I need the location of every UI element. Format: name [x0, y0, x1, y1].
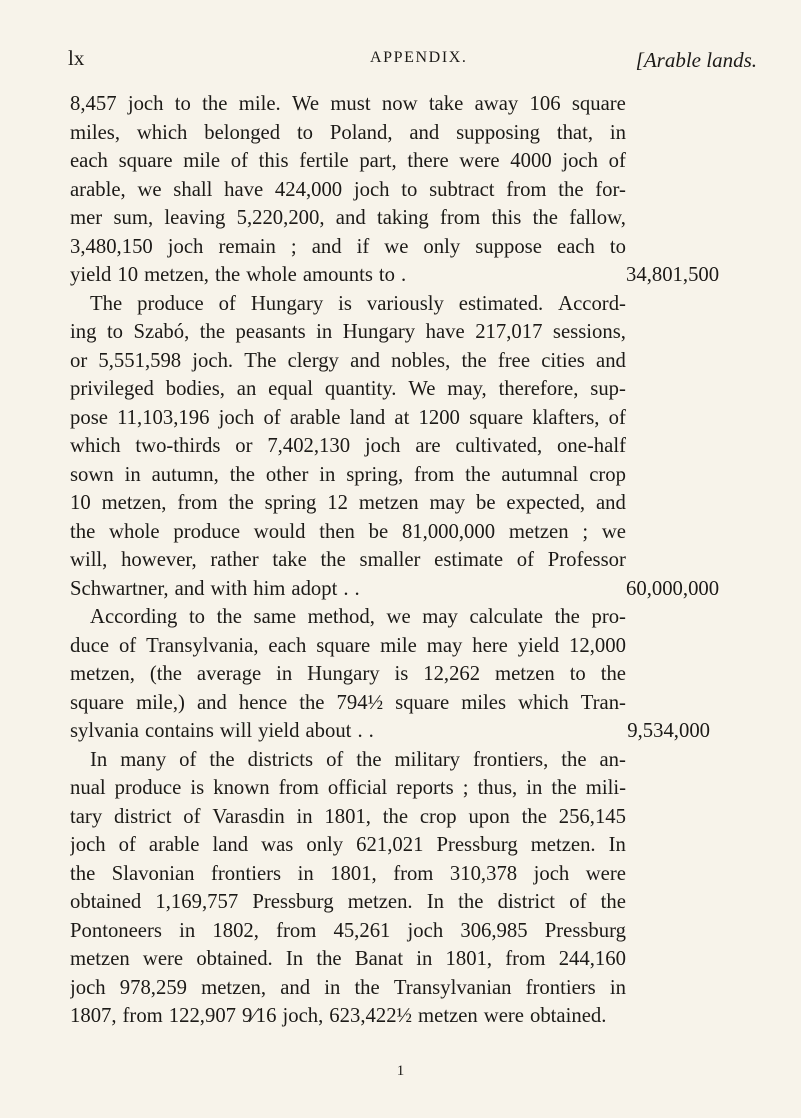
- line-text: will, however, rather take the smaller estimate of Professor: [70, 549, 626, 571]
- line-text: each square mile of this fertile part, there were 4000 joch of: [70, 150, 626, 172]
- line-text: sylvania contains will yield about . .: [70, 720, 374, 742]
- line-text: the Slavonian frontiers in 1801, from 310,378 joch were: [70, 862, 626, 885]
- line-text: mer sum, leaving 5,220,200, and taking from this the fallow,: [70, 207, 626, 229]
- text-line: [70, 974, 710, 1003]
- text-line: [70, 575, 720, 604]
- line-text: 1807, from 122,907 9⁄16 joch, 623,422½ metzen were obtained.: [70, 1005, 607, 1027]
- line-text: Schwartner, and with him adopt . .: [70, 577, 360, 600]
- text-line: [70, 518, 710, 547]
- line-text: yield 10 metzen, the whole amounts to .: [70, 264, 407, 286]
- text-line: [70, 632, 710, 661]
- line-text: which two-thirds or 7,402,130 joch are cultivated, one-half: [70, 435, 626, 457]
- text-line: [70, 917, 710, 946]
- text-line: [70, 746, 710, 775]
- text-line: [70, 546, 710, 575]
- line-text: metzen, (the average in Hungary is 12,262 metzen to the: [70, 663, 626, 685]
- text-line: [70, 1002, 710, 1031]
- signature-mark: 1: [396, 1063, 405, 1079]
- line-text: obtained 1,169,757 Pressburg metzen. In the district of the: [70, 891, 626, 913]
- text-line: [70, 347, 710, 376]
- line-text: The produce of Hungary is variously estimated. Accord-: [90, 292, 626, 315]
- line-text: nual produce is known from official reports ; thus, in the mili-: [70, 777, 626, 799]
- page-header: [68, 44, 757, 78]
- text-line: [70, 803, 710, 832]
- line-text: miles, which belonged to Poland, and supposing that, in: [70, 121, 626, 144]
- text-line: [70, 660, 710, 689]
- running-title: APPENDIX.: [370, 49, 468, 66]
- line-text: In many of the districts of the military frontiers, the an-: [90, 748, 626, 771]
- line-text: square mile,) and hence the 794½ square miles which Tran-: [70, 691, 626, 714]
- line-text: 10 metzen, from the spring 12 metzen may be expected, and: [70, 492, 626, 514]
- section-title: [Arable lands.: [635, 48, 757, 72]
- page-number: lx: [68, 46, 85, 70]
- line-amount: 60,000,000: [626, 577, 720, 600]
- body-text: [70, 90, 720, 1031]
- text-line: [70, 404, 710, 433]
- line-text: duce of Transylvania, each square mile may here yield 12,000: [70, 634, 626, 657]
- text-line: [70, 233, 710, 262]
- line-text: the whole produce would then be 81,000,000 metzen ; we: [70, 520, 626, 543]
- text-line: [70, 90, 710, 119]
- text-line: [70, 432, 710, 461]
- line-text: sown in autumn, the other in spring, from the autumnal crop: [70, 463, 626, 486]
- text-line: [70, 489, 710, 518]
- text-line: [70, 261, 720, 290]
- line-text: joch 978,259 metzen, and in the Transylvanian frontiers in: [70, 976, 626, 999]
- text-line: [70, 461, 710, 490]
- text-line: [70, 119, 710, 148]
- text-line: [70, 603, 710, 632]
- line-amount: 9,534,000: [627, 720, 710, 742]
- line-text: 3,480,150 joch remain ; and if we only suppose each to: [70, 235, 626, 258]
- text-line: [70, 860, 710, 889]
- text-line: [70, 290, 710, 319]
- line-text: arable, we shall have 424,000 joch to subtract from the for-: [70, 178, 626, 201]
- line-text: pose 11,103,196 joch of arable land at 1200 square klafters, of: [70, 406, 626, 429]
- line-text: According to the same method, we may calculate the pro-: [90, 606, 626, 628]
- text-line: [70, 774, 710, 803]
- line-text: ing to Szabó, the peasants in Hungary have 217,017 sessions,: [70, 321, 626, 343]
- text-line: [70, 888, 710, 917]
- text-line: [70, 375, 710, 404]
- text-line: [70, 717, 710, 746]
- line-text: 8,457 joch to the mile. We must now take away 106 square: [70, 93, 626, 115]
- line-text: metzen were obtained. In the Banat in 1801, from 244,160: [70, 948, 626, 970]
- text-line: [70, 147, 710, 176]
- line-amount: 34,801,500: [626, 264, 720, 286]
- line-text: tary district of Varasdin in 1801, the crop upon the 256,145: [70, 805, 626, 828]
- text-line: [70, 204, 710, 233]
- text-line: [70, 318, 710, 347]
- text-line: [70, 831, 710, 860]
- line-text: joch of arable land was only 621,021 Pressburg metzen. In: [70, 834, 626, 856]
- line-text: or 5,551,598 joch. The clergy and nobles, the free cities and: [70, 349, 626, 372]
- text-line: [70, 176, 710, 205]
- line-text: Pontoneers in 1802, from 45,261 joch 306,985 Pressburg: [70, 919, 626, 942]
- text-line: [70, 945, 710, 974]
- line-text: privileged bodies, an equal quantity. We may, therefore, sup-: [70, 378, 626, 400]
- text-line: [70, 689, 710, 718]
